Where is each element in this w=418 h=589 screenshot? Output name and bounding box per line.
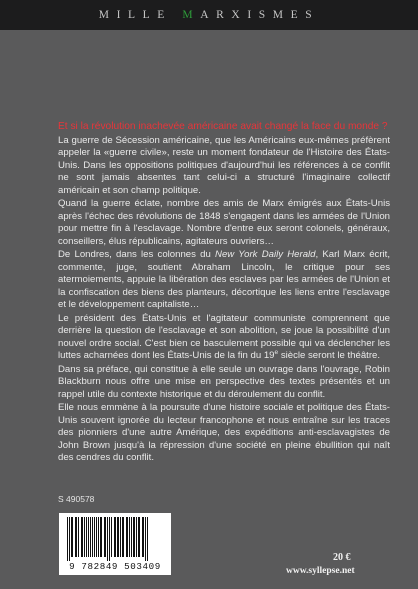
barcode-bar bbox=[96, 517, 97, 557]
barcode-digits: 9 782849 503409 bbox=[69, 561, 161, 572]
blurb-paragraph-2: Quand la guerre éclate, nombre des amis de Marx émigrés aux États-Unis après l'échec des révolutions de 1848 s'engagent dans les armées de l'Union pour mettre fin à l'esclavage. Nombre d'entre eux seront colonels, généraux, conseillers, élus républicains, agitateurs ouvriers… bbox=[58, 198, 390, 247]
barcode-bar bbox=[117, 517, 119, 557]
barcode-bar bbox=[138, 517, 140, 557]
blurb-paragraph-1: La guerre de Sécession américaine, que les Américains eux-mêmes préfèrent appeler la «guerre civile», reste un moment fondateur de l'Histoire des États-Unis. Dans les oppositions politiques d'aujourd'hui les références à ce conflit ne sont jamais absentes tant celui-ci a structuré l'imaginaire collectif américain et son champ politique. bbox=[58, 134, 390, 196]
barcode-bar bbox=[84, 517, 85, 557]
barcode-bar bbox=[86, 517, 87, 557]
barcode-bar bbox=[122, 517, 124, 557]
blurb-paragraph-6: Elle nous emmène à la poursuite d'une histoire sociale et politique des États-Unis souvent ignorée du lecteur francophone et nous entraîne sur les traces des pionniers d'une autre Amérique, des expéditions anti-esclavagistes de John Brown jusqu'à la répression d'une société en pleine ébullition qui naît des cendres du conflit. bbox=[58, 402, 390, 463]
price-label: 20 € bbox=[333, 552, 351, 563]
barcode-bar bbox=[104, 517, 106, 557]
barcode-bar bbox=[88, 517, 89, 557]
barcode-bar bbox=[92, 517, 93, 557]
barcode-bar bbox=[90, 517, 91, 557]
blurb-lead-question: Et si la révolution inachevée américaine avait changé la face du monde ? bbox=[58, 121, 388, 132]
blurb-paragraph-3 bbox=[58, 249, 390, 312]
barcode-bars bbox=[65, 517, 165, 561]
blurb-paragraph-3-start: De Londres, dans les colonnes du bbox=[58, 249, 216, 260]
barcode-bar bbox=[111, 517, 112, 557]
century-superscript: e bbox=[274, 348, 279, 356]
blurb-paragraph-5: Dans sa préface, qui constitue à elle seule un ouvrage dans l'ouvrage, Robin Blackburn nous offre une mise en perspective des textes présentés et un rappel utile du contexte historique et du déroulement du conflit. bbox=[58, 363, 390, 400]
barcode-bar bbox=[136, 517, 137, 557]
blurb-paragraph-4-end: siècle seront le théâtre. bbox=[278, 350, 381, 361]
series-title-start: MILLE bbox=[98, 9, 183, 21]
back-cover-blurb bbox=[58, 121, 390, 466]
isbn-barcode bbox=[59, 513, 171, 575]
barcode-bar bbox=[98, 517, 99, 557]
barcode-bar bbox=[120, 517, 121, 557]
barcode-bar bbox=[69, 517, 70, 561]
barcode-bar bbox=[75, 517, 77, 557]
barcode-bar bbox=[133, 517, 135, 557]
blurb-paragraph-4 bbox=[58, 313, 390, 363]
series-title bbox=[0, 9, 418, 21]
barcode-bar bbox=[129, 517, 130, 557]
barcode-bar bbox=[126, 517, 128, 557]
barcode-bar bbox=[78, 517, 79, 557]
newspaper-title: New York Daily Herald bbox=[215, 249, 316, 260]
barcode-bar bbox=[71, 517, 73, 557]
barcode-bar bbox=[114, 517, 116, 557]
barcode-bar bbox=[107, 517, 108, 561]
barcode-bar bbox=[147, 517, 148, 561]
publisher-website: www.syllepse.net bbox=[286, 566, 355, 576]
barcode-bar bbox=[131, 517, 132, 557]
series-header-band bbox=[0, 0, 418, 30]
barcode-bar bbox=[67, 517, 68, 561]
blurb-paragraph-3-end: , Karl Marx écrit, commente, juge, soutient Abraham Lincoln, le critique pour ses atermoiements, appuie la libération des esclaves par les armées de l'Union et la confiscation des biens des planteurs, décortique les liens entre l'esclavage et le développement capitaliste… bbox=[58, 249, 390, 310]
barcode-bar bbox=[142, 517, 144, 557]
distribution-code: S 490578 bbox=[58, 494, 95, 504]
barcode-bar bbox=[145, 517, 146, 561]
barcode-bar bbox=[109, 517, 110, 561]
series-title-end: ARXISMES bbox=[200, 9, 320, 21]
blurb-paragraph-4-start: Le président des États-Unis et l'agitateur communiste comprennent que derrière la question de l'esclavage et son abolition, se joue la possibilité d'un nouvel ordre social. C'est bien ce basculement possible qui va déclencher les luttes acharnées dont les États-Unis de la fin du 19 bbox=[58, 312, 390, 361]
series-title-accent-letter: M bbox=[182, 9, 201, 21]
barcode-bar bbox=[81, 517, 83, 557]
barcode-bar bbox=[94, 517, 95, 557]
barcode-bar bbox=[100, 517, 102, 557]
